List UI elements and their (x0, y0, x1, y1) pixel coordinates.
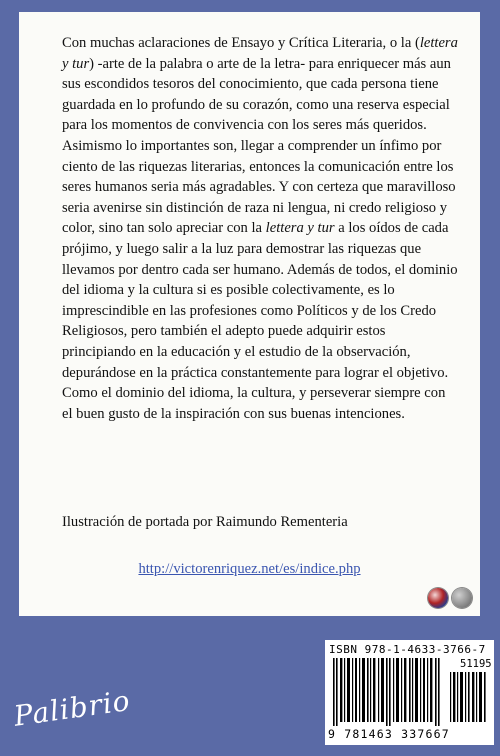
author-website-link[interactable]: http://victorenriquez.net/es/indice.php (138, 561, 361, 577)
back-cover-text-panel (19, 12, 480, 616)
isbn-barcode (325, 640, 494, 745)
price-code: 51195 (460, 658, 492, 670)
blurb-part-3: a los oídos de cada prójimo, y luego salir a la luz para demostrar las riquezas que llevamos por dentro cada ser humano. Además de todos, el dominio del idioma y la cultura si es posible colectivamente, es lo imprescindible en las profesiones como Políticos y de los Credo Religiosos, pero también el adepto puede adquirir estos principiando en la educación y el estudio de la observación, depurándose en la práctica constantemente para lograr el objetivo. Como el dominio del idioma, la cultura, y perseverar siempre con el buen gusto de la inspiración con sus buenas intenciones. (62, 220, 458, 422)
isbn-text: ISBN 978-1-4633-3766-7 (329, 643, 486, 656)
blurb-part-2: ) -arte de la palabra o arte de la letra- para enriquecer más aun sus escondidos tesoros del conocimiento, que cada persona tiene guardada en lo profundo de su corazón, como una reserva especial para los momentos de convivencia con los seres más queridos. Asimismo lo importantes son, llegar a comprender un ínfimo por ciento de las riquezas literarias, entonces la comunicación entre los seres humanos seria más agradables. Y con certeza que maravilloso seria avenirse sin distinción de raza ni lengua, ni credo religioso y color, sino tan solo apreciar con la (62, 55, 456, 237)
ean-digits: 9 781463 337667 (328, 727, 450, 741)
flag-badge-icon (428, 588, 448, 608)
blurb-italic-2: lettera y tur (265, 220, 335, 237)
blurb-italic-1: lettera y tur (62, 35, 458, 72)
publisher-logo: Palibrio (11, 683, 133, 733)
seal-badge-icon (452, 588, 472, 608)
badge-icons (428, 588, 472, 608)
blurb-part-1: Con muchas aclaraciones de Ensayo y Crítica Literaria, o la ( (62, 35, 420, 51)
cover-illustration-credit: Ilustración de portada por Raimundo Rementeria (62, 514, 348, 530)
barcode-bars-icon (325, 656, 494, 728)
back-cover-blurb (62, 33, 458, 424)
